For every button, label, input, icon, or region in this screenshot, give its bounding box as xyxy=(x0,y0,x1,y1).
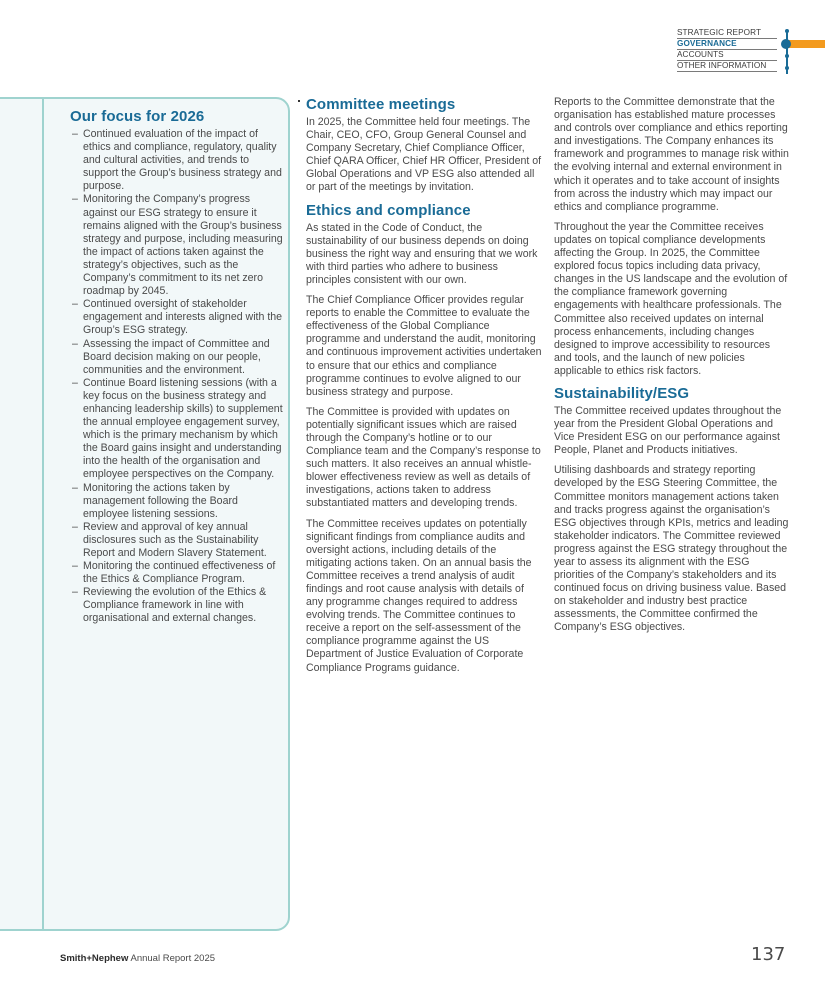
focus-list-item: – Reviewing the evolution of the Ethics & Compliance framework in line with organisational and external changes. xyxy=(70,586,285,625)
body-paragraph: The Committee is provided with updates on potentially significant issues which are raised through the Company’s hotline or to our Compliance team and the Company’s response to such matters. It also receives an annual whistle-blower effectiveness review as well as details of investigations, actions taken to address substantiated matters and developing trends. xyxy=(306,405,541,510)
active-section-dot-icon xyxy=(781,39,791,49)
body-paragraph: In 2025, the Committee held four meetings. The Chair, CEO, CFO, Group General Counsel and Company Secretary, Chief Compliance Officer, Chief QARA Officer, Chief HR Officer, President of Global Operations and VP ESG also attended all or part of the meetings by invitation. xyxy=(306,116,542,194)
nav-item-other-information[interactable]: OTHER INFORMATION xyxy=(677,61,777,72)
footer-brand xyxy=(60,953,215,964)
column-middle xyxy=(306,96,542,682)
section-nav xyxy=(677,28,777,72)
focus-title: Our focus for 2026 xyxy=(70,108,205,125)
focus-panel-content xyxy=(70,108,285,626)
body-paragraph: Utilising dashboards and strategy reporting developed by the ESG Steering Committee, the Committee monitors management actions taken and tracks progress against the organisation’s ESG objectives through KPIs, metrics and leading stakeholder indicators. The Committee reviewed progress against the ESG strategy throughout the year to assess its alignment with the ESG priorities of the Company’s stakeholders and its continued focus on driving business value. Based on stakeholder and industry best practice assessments, the Committee confirmed the Company’s ESG objectives. xyxy=(554,464,789,634)
decorative-mark xyxy=(298,100,300,102)
brand-name: Smith+Nephew xyxy=(60,953,129,964)
focus-list-item: – Monitoring the actions taken by management following the Board employee listening sessions. xyxy=(70,482,285,521)
focus-list-item: – Monitoring the continued effectiveness of the Ethics & Compliance Program. xyxy=(70,560,285,586)
focus-list xyxy=(70,128,285,626)
focus-list-item: – Continued oversight of stakeholder engagement and interests aligned with the Group’s ESG strategy. xyxy=(70,298,285,337)
body-paragraph: Reports to the Committee demonstrate that the organisation has established mature processes and controls over compliance and ethics reporting and investigations. The Company enhances its framework and programmes to manage risk within the evolving internal and external environment in which it operates and to take account of insights from across the industry which may impact our ethics and compliance programme. xyxy=(554,96,789,213)
focus-list-item: – Assessing the impact of Committee and Board decision making on our people, communities and the environment. xyxy=(70,338,285,377)
nav-item-accounts[interactable]: ACCOUNTS xyxy=(677,50,777,61)
nav-item-strategic-report[interactable]: STRATEGIC REPORT xyxy=(677,28,777,39)
nav-dot-icon xyxy=(785,66,789,70)
ethics-compliance-heading: Ethics and compliance xyxy=(306,201,471,219)
body-paragraph: The Committee receives updates on potentially significant findings from compliance audits and oversight actions, including details of the mitigating actions taken. On an annual basis the Committee receives a trend analysis of audit findings and root cause analysis with details of any programme changes required to address evolving trends. The Committee continues to receive a report on the self-assessment of the compliance programme against the US Department of Justice Evaluation of Corporate Compliance Programs guidance. xyxy=(306,517,532,674)
nav-dot-icon xyxy=(785,54,789,58)
body-paragraph: The Chief Compliance Officer provides regular reports to enable the Committee to evaluate the effectiveness of the Global Compliance programme and understand the audit, monitoring and continuous improvement activities undertaken to ensure that our ethics and compliance programme continues to evolve aligned to our business strategy and purpose. xyxy=(306,294,542,398)
focus-list-item: – Monitoring the Company’s progress against our ESG strategy to ensure it remains aligned with the Group’s business strategy and purpose, including measuring the impact of actions taken against the strategy’s objectives, such as the Company’s commitment to its net zero roadmap by 2045. xyxy=(70,193,285,298)
nav-item-governance[interactable]: GOVERNANCE xyxy=(677,39,777,50)
body-paragraph: Throughout the year the Committee receives updates on topical compliance developments affecting the Group. In 2025, the Committee explored focus topics including data privacy, changes in the US landscape and the evolution of the compliance framework governing engagements with healthcare professionals. The Committee also received updates on internal process enhancements, including changes designed to improve accessibility to resources and tools, and the launch of new policies applicable to ethics risk factors. xyxy=(554,220,788,377)
panel-divider xyxy=(42,97,44,931)
committee-meetings-heading: Committee meetings xyxy=(306,96,456,113)
body-paragraph: The Committee received updates throughout the year from the President Global Operations and Vice President ESG on our performance against People, Planet and Products initiatives. xyxy=(554,404,782,457)
sustainability-esg-heading: Sustainability/ESG xyxy=(554,384,690,402)
active-section-indicator xyxy=(786,40,825,48)
column-right xyxy=(554,96,790,642)
focus-list-item: – Review and approval of key annual disclosures such as the Sustainability Report and Modern Slavery Statement. xyxy=(70,521,285,560)
focus-list-item: – Continued evaluation of the impact of ethics and compliance, regulatory, quality and cultural activities, and trends to support the Group’s business strategy and purpose. xyxy=(70,128,285,193)
page-number: 137 xyxy=(751,944,786,965)
focus-list-item: – Continue Board listening sessions (with a key focus on the business strategy and enhancing leadership skills) to supplement the annual employee engagement survey, which is the primary mechanism by which the Board gains insight and understanding into the health of the organisation and employee perspectives on the Company. xyxy=(70,377,285,482)
body-paragraph: As stated in the Code of Conduct, the sustainability of our business depends on doing business the right way and ensuring that we work with third parties who adhere to business principles consistent with our own. xyxy=(306,221,538,286)
nav-dot-icon xyxy=(785,29,789,33)
publication-title: Annual Report 2025 xyxy=(130,953,216,964)
